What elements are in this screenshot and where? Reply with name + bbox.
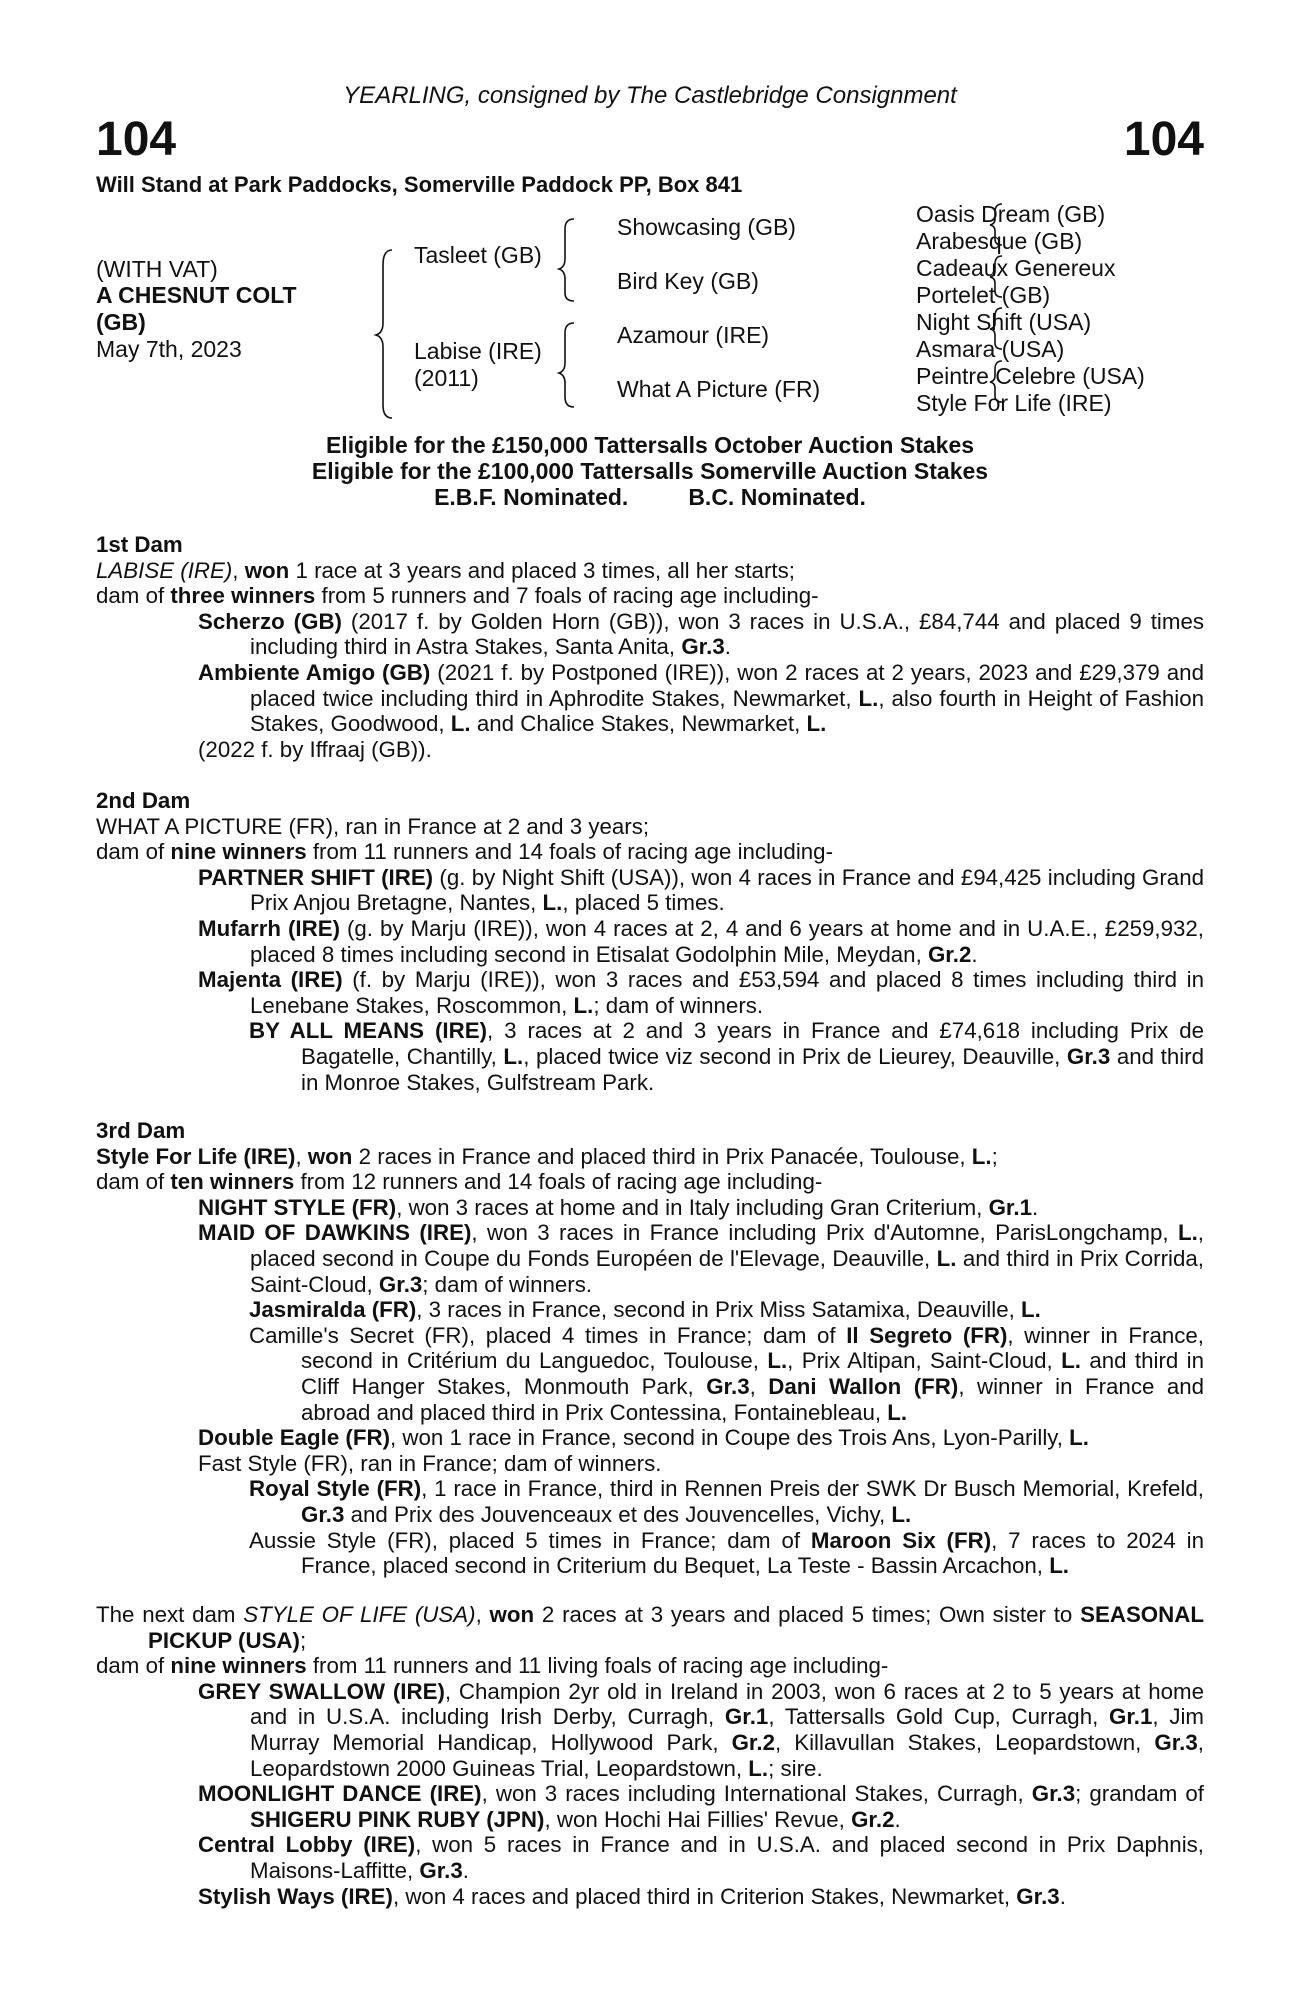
third-dam-section (96, 1118, 1204, 1579)
dam-produce-summary: dam of ten winners from 12 runners and 14 foals of racing age including- (96, 1169, 823, 1195)
produce-entry: Double Eagle (FR), won 1 race in France, second in Coupe des Trois Ans, Lyon-Parilly, L. (198, 1425, 1089, 1451)
dam-summary: WHAT A PICTURE (FR), ran in France at 2 and 3 years; (96, 813, 650, 839)
eligibility-line: Eligible for the £100,000 Tattersalls Somerville Auction Stakes (311, 458, 989, 484)
produce-entry: Majenta (IRE) (f. by Marju (IRE)), won 3 races and £53,594 and placed 8 times including third in Lenebane Stakes, Roscommon, L.; dam of winners. (198, 967, 1204, 1018)
horse-dob: May 7th, 2023 (96, 336, 242, 362)
pedigree-gen3-item: Night Shift (USA) (916, 309, 1092, 335)
ebf-nomination: E.B.F. Nominated. (434, 484, 629, 510)
produce-entry: MAID OF DAWKINS (IRE), won 3 races in France including Prix d'Automne, ParisLongchamp, L., placed second in Coupe du Fonds Européen de l'Elevage, Deauville, L. and third in Prix Corrida, Saint-Cloud, Gr.3; dam of winners. (198, 1220, 1204, 1297)
produce-entry: GREY SWALLOW (IRE), Champion 2yr old in Ireland in 2003, won 6 races at 2 to 5 years at home and in U.S.A. including Irish Derby, Curragh, Gr.1, Tattersalls Gold Cup, Curragh, Gr.1, Jim Murray Memorial Handicap, Hollywood Park, Gr.2, Killavullan Stakes, Leopardstown, Gr.3, Leopardstown 2000 Guineas Trial, Leopardstown, L.; sire. (198, 1678, 1204, 1781)
horse-name-line2: (GB) (96, 309, 146, 335)
second-dam-section (96, 788, 1204, 1095)
produce-entry: Aussie Style (FR), placed 5 times in France; dam of Maroon Six (FR), 7 races to 2024 in France, placed second in Criterium du Bequet, La Teste - Bassin Arcachon, L. (249, 1527, 1204, 1579)
produce-entry: Ambiente Amigo (GB) (2021 f. by Postponed (IRE)), won 2 races at 2 years, 2023 and £29,379 and placed twice including third in Aphrodite Stakes, Newmarket, L., also fourth in Height of Fashion Stakes, Goodwood, L. and Chalice Stakes, Newmarket, L. (198, 659, 1204, 737)
pedigree-gen2-item: Azamour (IRE) (617, 322, 770, 348)
produce-entry: Scherzo (GB) (2017 f. by Golden Horn (GB)), won 3 races in U.S.A., £84,744 and placed 9 times including third in Astra Stakes, Santa Anita, Gr.3. (198, 608, 1204, 660)
sire-name: Tasleet (GB) (414, 242, 542, 268)
produce-entry: PARTNER SHIFT (IRE) (g. by Night Shift (USA)), won 4 races in France and £94,425 including Grand Prix Anjou Bretagne, Nantes, L., placed 5 times. (198, 864, 1205, 916)
produce-entry: (2022 f. by Iffraaj (GB)). (198, 736, 432, 762)
produce-entry: Central Lobby (IRE), won 5 races in France and in U.S.A. and placed second in Prix Daphnis, Maisons-Laffitte, Gr.3. (198, 1832, 1204, 1883)
pedigree-gen2-item: Showcasing (GB) (617, 214, 796, 240)
lot-number-left: 104 (96, 113, 177, 166)
stand-location: Will Stand at Park Paddocks, Somerville Paddock PP, Box 841 (96, 172, 743, 197)
dam-year: (2011) (414, 365, 479, 391)
pedigree-gen2-item: What A Picture (FR) (617, 376, 821, 402)
catalogue-page (96, 0, 1204, 2000)
dam-name: Labise (IRE) (414, 338, 542, 364)
pedigree-gen3-item: Oasis Dream (GB) (916, 201, 1106, 227)
produce-entry: Royal Style (FR), 1 race in France, third in Rennen Preis der SWK Dr Busch Memorial, Krefeld, Gr.3 and Prix des Jouvenceaux et des Jouvencelles, Vichy, L. (249, 1476, 1204, 1527)
produce-entry: Mufarrh (IRE) (g. by Marju (IRE)), won 4 races at 2, 4 and 6 years at home and in U.A.E., £259,932, placed 8 times including second in Etisalat Godolphin Mile, Meydan, Gr.2. (198, 915, 1204, 967)
produce-entry: BY ALL MEANS (IRE), 3 races at 2 and 3 years in France and £74,618 including Prix de Bagatelle, Chantilly, L., placed twice viz second in Prix de Lieurey, Deauville, Gr.3 and third in Monroe Stakes, Gulfstream Park. (249, 1018, 1204, 1095)
section-heading: 2nd Dam (96, 788, 191, 813)
produce-entry: NIGHT STYLE (FR), won 3 races at home and in Italy including Gran Criterium, Gr.1. (198, 1194, 1039, 1220)
produce-entry: Stylish Ways (IRE), won 4 races and placed third in Criterion Stakes, Newmarket, Gr.3. (198, 1883, 1066, 1909)
pedigree-gen3-item: Peintre Celebre (USA) (916, 363, 1145, 389)
section-heading: 3rd Dam (96, 1118, 186, 1143)
first-dam-section (96, 532, 1204, 762)
pedigree-gen3-item: Style For Life (IRE) (916, 390, 1112, 416)
horse-name-line1: A CHESNUT COLT (96, 282, 297, 308)
next-dam-section (96, 1602, 1204, 1909)
nominations-line (96, 484, 1204, 511)
dam-summary: The next dam STYLE OF LIFE (USA), won 2 races at 3 years and placed 5 times; Own sister to SEASONAL PICKUP (USA); (96, 1602, 1204, 1653)
bc-nomination: B.C. Nominated. (688, 484, 866, 510)
dam-summary: LABISE (IRE), won 1 race at 3 years and placed 3 times, all her starts; (96, 557, 795, 583)
pedigree-gen3-item: Cadeaux Genereux (916, 255, 1116, 281)
dam-produce-summary: dam of nine winners from 11 runners and 11 living foals of racing age including- (96, 1653, 889, 1679)
pedigree-gen3-item: Portelet (GB) (916, 282, 1051, 308)
pedigree-gen2-item: Bird Key (GB) (617, 268, 759, 294)
pedigree-gen3-item: Asmara (USA) (916, 336, 1065, 362)
produce-entry: Jasmiralda (FR), 3 races in France, second in Prix Miss Satamixa, Deauville, L. (249, 1297, 1041, 1323)
eligibility-line: Eligible for the £150,000 Tattersalls October Auction Stakes (325, 432, 975, 458)
pedigree-gen3-item: Arabesque (GB) (916, 228, 1083, 254)
lot-number-right: 104 (1123, 113, 1204, 166)
produce-entry: Fast Style (FR), ran in France; dam of winners. (198, 1450, 662, 1476)
section-heading: 1st Dam (96, 532, 183, 557)
vat-note: (WITH VAT) (96, 256, 218, 282)
consignor-subtitle: YEARLING, consigned by The Castlebridge Consignment (343, 82, 957, 109)
produce-entry: Camille's Secret (FR), placed 4 times in France; dam of Il Segreto (FR), winner in France, second in Critérium du Languedoc, Toulouse, L., Prix Altipan, Saint-Cloud, L. and third in Cliff Hanger Stakes, Monmouth Park, Gr.3, Dani Wallon (FR), winner in France and abroad and placed third in Prix Contessina, Fontainebleau, L. (249, 1322, 1205, 1425)
dam-summary: Style For Life (IRE), won 2 races in France and placed third in Prix Panacée, Toulouse, L.; (96, 1143, 998, 1169)
produce-entry: MOONLIGHT DANCE (IRE), won 3 races including International Stakes, Curragh, Gr.3; grandam of SHIGERU PINK RUBY (JPN), won Hochi Hai Fillies' Revue, Gr.2. (198, 1781, 1204, 1832)
dam-produce-summary: dam of three winners from 5 runners and 7 foals of racing age including- (96, 583, 819, 609)
dam-produce-summary: dam of nine winners from 11 runners and 14 foals of racing age including- (96, 839, 834, 865)
